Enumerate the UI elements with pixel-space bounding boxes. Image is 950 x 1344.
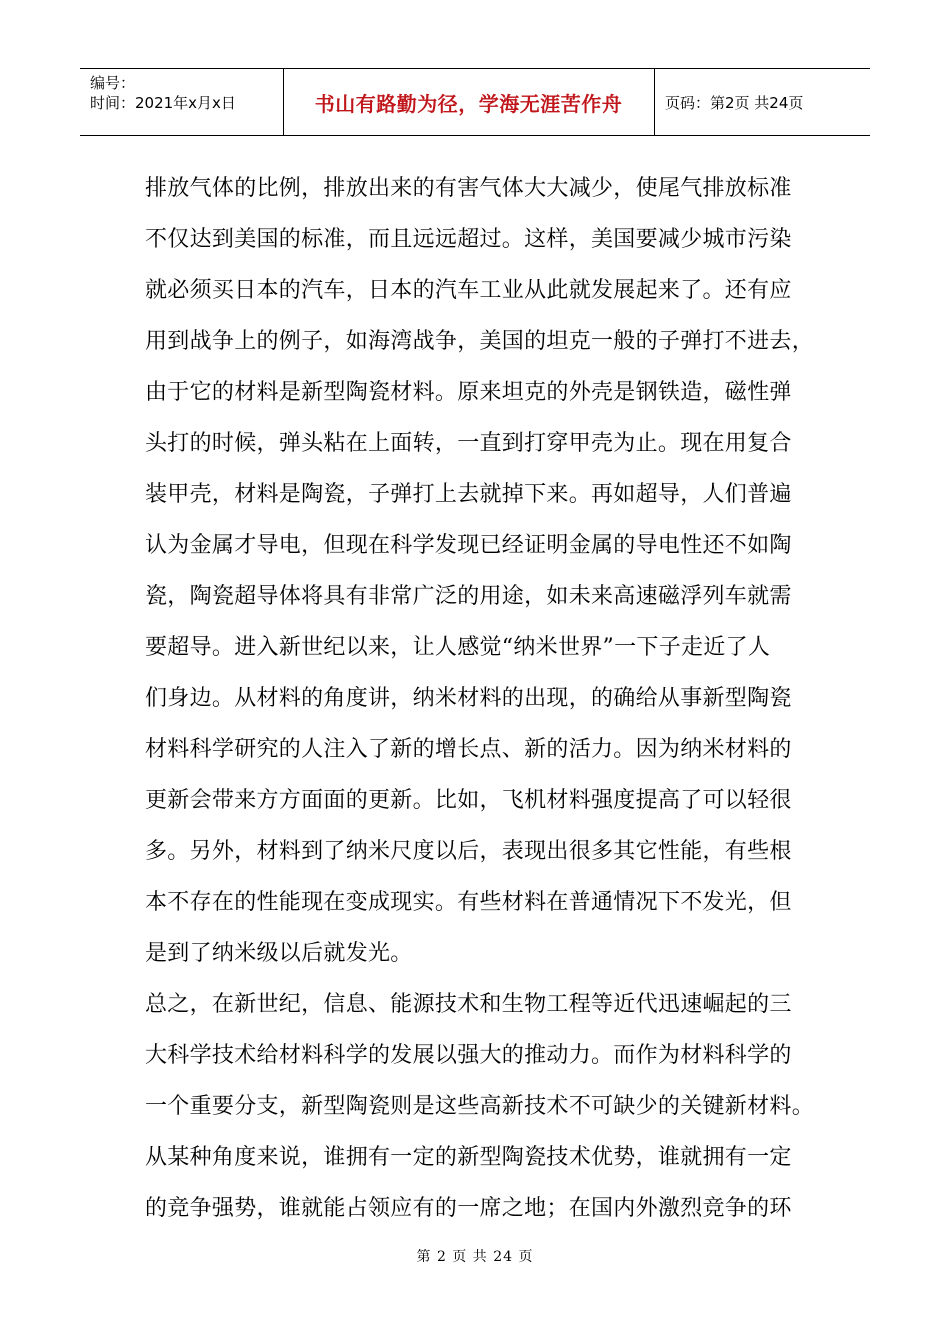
page-footer: 第 2 页 共 24 页: [416, 1249, 534, 1265]
text-line: 大科学技术给材料科学的发展以强大的推动力。而作为材料科学的: [145, 1043, 792, 1068]
text-line: 头打的时候，弹头粘在上面转，一直到打穿甲壳为止。现在用复合: [145, 431, 792, 456]
paragraph-2: [145, 979, 835, 1234]
header-motto: 书山有路勤为径，学海无涯苦作舟: [314, 91, 623, 116]
header-page-info: 页码：第2页 共24页: [665, 93, 804, 112]
text-line: 材料科学研究的人注入了新的增长点、新的活力。因为纳米材料的: [145, 737, 792, 762]
document-code-label: 编号：: [90, 74, 136, 92]
text-line: 由于它的材料是新型陶瓷材料。原来坦克的外壳是钢铁造，磁性弹: [145, 380, 792, 405]
text-line: 更新会带来方方面面的更新。比如，飞机材料强度提高了可以轻很: [145, 788, 792, 813]
text-line: 们身边。从材料的角度讲，纳米材料的出现，的确给从事新型陶瓷: [145, 686, 792, 711]
text-line: 就必须买日本的汽车，日本的汽车工业从此就发展起来了。还有应: [145, 278, 792, 303]
document-date-label: 时间：2021年x月x日: [90, 94, 236, 112]
text-line: 本不存在的性能现在变成现实。有些材料在普通情况下不发光，但: [145, 890, 792, 915]
text-line: 瓷，陶瓷超导体将具有非常广泛的用途，如未来高速磁浮列车就需: [145, 584, 792, 609]
text-line: 用到战争上的例子，如海湾战争，美国的坦克一般的子弹打不进去，: [145, 329, 815, 354]
header-meta: [90, 73, 236, 113]
text-line: 不仅达到美国的标准，而且远远超过。这样，美国要减少城市污染: [145, 227, 792, 252]
text-line: 多。另外，材料到了纳米尺度以后，表现出很多其它性能，有些根: [145, 839, 792, 864]
text-line: 认为金属才导电，但现在科学发现已经证明金属的导电性还不如陶: [145, 533, 792, 558]
text-line: 是到了纳米级以后就发光。: [145, 941, 413, 966]
text-line: 从某种角度来说，谁拥有一定的新型陶瓷技术优势，谁就拥有一定: [145, 1145, 792, 1170]
document-body: [145, 163, 835, 1234]
text-line: 排放气体的比例，排放出来的有害气体大大减少，使尾气排放标准: [145, 176, 792, 201]
text-line: 一个重要分支，新型陶瓷则是这些高新技术不可缺少的关键新材料。: [145, 1094, 815, 1119]
header-divider-right: [654, 69, 655, 135]
text-line: 要超导。进入新世纪以来，让人感觉“纳米世界”一下子走近了人: [145, 635, 771, 660]
text-line: 装甲壳，材料是陶瓷，子弹打上去就掉下来。再如超导，人们普遍: [145, 482, 792, 507]
paragraph-1: [145, 163, 835, 979]
text-line: 总之，在新世纪，信息、能源技术和生物工程等近代迅速崛起的三: [145, 992, 792, 1017]
page-header: [80, 68, 870, 136]
text-line: 的竞争强势，谁就能占领应有的一席之地；在国内外激烈竞争的环: [145, 1196, 792, 1221]
